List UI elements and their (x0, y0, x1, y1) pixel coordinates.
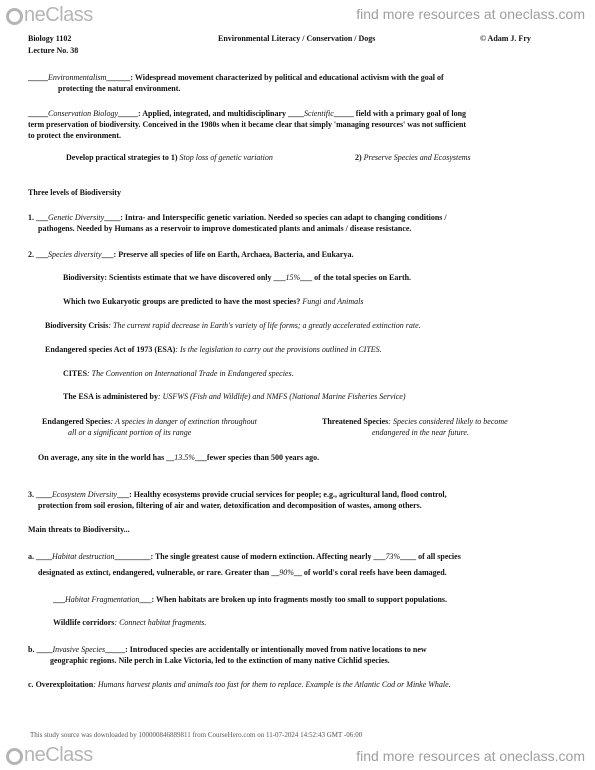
ecosystem-diversity-line2: protection from soil erosion, filtering of air and water, detoxification and decomposition of wastes, among others. (38, 501, 422, 510)
species-diversity: 2. ___Species diversity___: Preserve all species of life on Earth, Archaea, Bacteria, and Eukarya. (28, 250, 354, 259)
biodiversity-crisis: Biodiversity Crisis: The current rapid decrease in Earth's variety of life forms; a greatly accelerated extinction rate. (45, 321, 421, 330)
oneclass-logo-bottom[interactable]: neClass (6, 744, 93, 766)
endangered-species: Endangered Species: A species in danger of extinction throughout (42, 417, 257, 426)
strategies: Develop practical strategies to 1) Stop loss of genetic variation (66, 153, 273, 162)
logo-o-icon (6, 748, 23, 765)
conservation-biology-line2: term preservation of biodiversity. Conceived in the 1980s when it became clear that simply 'managing resources' was not sufficient (28, 120, 466, 129)
course-title: Biology 1102 (28, 34, 72, 43)
habitat-destruction: a. ____Habitat destruction_________: The single greatest cause of modern extinction. Affecting nearly ___73%____ of all species (28, 552, 461, 561)
ecosystem-diversity: 3. ____Ecosystem Diversity___: Healthy ecosystems provide crucial services for people; e.g., agricultural land, flood control, (28, 490, 447, 499)
habitat-fragmentation: ___Habitat Fragmentation___: When habitats are broken up into fragments mostly too small to support populations. (53, 595, 448, 604)
lecture-topic: Environmental Literacy / Conservation / Dogs (218, 34, 376, 43)
conservation-biology-definition: _____Conservation Biology_____: Applied, integrated, and multidisciplinary ____Scientific_____ field with a primary goal of long (28, 109, 467, 118)
invasive-species: b. ____Invasive Species_____: Introduced species are accidentally or intentionally moved from native locations to new (28, 645, 427, 654)
environmentalism-definition: _____Environmentalism______: Widespread movement characterized by political and educational activism with the goal of (28, 73, 444, 82)
overexploitation: c. Overexploitation: Humans harvest plants and animals too fast for them to replace. Example is the Atlantic Cod or Minke Whale. (28, 680, 451, 689)
biodiversity-estimate: Biodiversity: Scientists estimate that we have discovered only ___15%___ of the total species on Earth. (63, 273, 412, 282)
find-more-resources-link[interactable]: find more resources at oneclass.com (356, 6, 585, 22)
author: © Adam J. Fry (480, 34, 531, 43)
esa-administration: The ESA is administered by: USFWS (Fish and Wildlife) and NMFS (National Marine Fisheries Service) (63, 392, 406, 401)
threatened-species: Threatened Species: Species considered likely to become (322, 417, 508, 426)
environmentalism-definition-cont: protecting the natural environment. (58, 84, 181, 93)
strategy-2: 2) Preserve Species and Ecosystems (355, 153, 471, 162)
wildlife-corridors: Wildlife corridors: Connect habitat fragments. (53, 618, 207, 627)
genetic-diversity-line2: pathogens. Needed by Humans as a reservoir to improve domesticated plants and animals / disease resistance. (38, 224, 412, 233)
eukaryotic-question: Which two Eukaryotic groups are predicted to have the most species? Fungi and Animals (63, 297, 364, 306)
levels-heading: Three levels of Biodiversity (28, 188, 121, 197)
threatened-species-cont: endangered in the near future. (372, 428, 469, 437)
endangered-species-act: Endangered species Act of 1973 (ESA): Is the legislation to carry out the provisions outlined in CITES. (45, 345, 382, 354)
lecture-number: Lecture No. 38 (28, 46, 79, 55)
habitat-destruction-line2: designated as extinct, endangered, vulnerable, or rare. Greater than __90%__ of world's coral reefs have been damaged. (38, 568, 447, 577)
oneclass-logo[interactable]: neClass (6, 4, 93, 26)
threats-heading: Main threats to Biodiversity... (28, 525, 130, 534)
find-more-resources-link-bottom[interactable]: find more resources at oneclass.com (356, 748, 585, 764)
genetic-diversity: 1. ___Genetic Diversity____: Intra- and Interspecific genetic variation. Needed so species can adapt to changing conditions / (28, 213, 447, 222)
invasive-species-line2: geographic regions. Nile perch in Lake Victoria, led to the extinction of many native Cichlid species. (50, 656, 390, 665)
endangered-species-cont: all or a significant portion of its range (68, 428, 192, 437)
download-notice: This study source was downloaded by 100000846889811 from CourseHero.com on 11-07-2024 14:52:43 GMT -06:00 (30, 731, 363, 739)
species-decline-average: On average, any site in the world has __13.5%___fewer species than 500 years ago. (38, 453, 320, 462)
conservation-biology-line3: to protect the environment. (28, 131, 122, 140)
cites: CITES: The Convention on International Trade in Endangered species. (63, 369, 294, 378)
